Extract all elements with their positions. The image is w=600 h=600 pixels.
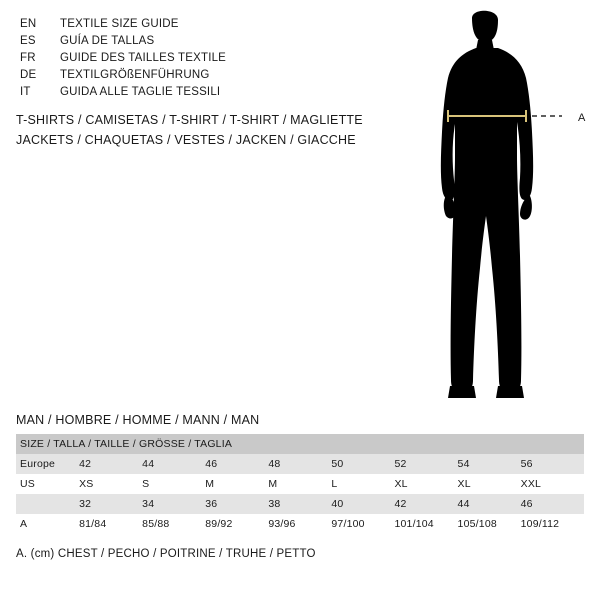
cell: XL [458, 474, 521, 494]
cell: 42 [79, 454, 142, 474]
row-label: Europe [16, 454, 79, 474]
callout-label-a: A [578, 112, 586, 124]
cell: 85/88 [142, 514, 205, 534]
cell: 46 [205, 454, 268, 474]
row-label: US [16, 474, 79, 494]
cell: 89/92 [205, 514, 268, 534]
cell: S [142, 474, 205, 494]
cell: 44 [142, 454, 205, 474]
cell: 44 [458, 494, 521, 514]
cell: 105/108 [458, 514, 521, 534]
language-row [20, 67, 420, 84]
footnote-chest-measurement: A. (cm) CHEST / PECHO / POITRINE / TRUHE / PETTO [16, 548, 316, 560]
language-row [20, 33, 420, 50]
category-line-tshirts: T-SHIRTS / CAMISETAS / T-SHIRT / T-SHIRT / MAGLIETTE [16, 113, 363, 127]
language-code: IT [20, 86, 31, 98]
cell: 40 [331, 494, 394, 514]
cell: M [268, 474, 331, 494]
table-row [16, 514, 584, 534]
cell: 101/104 [394, 514, 457, 534]
table-header-label: SIZE / TALLA / TAILLE / GRÖSSE / TAGLIA [16, 434, 584, 454]
silhouette-svg [410, 6, 600, 406]
cell: 36 [205, 494, 268, 514]
language-code: DE [20, 69, 37, 81]
language-text: GUÍA DE TALLAS [60, 35, 155, 47]
category-line-jackets: JACKETS / CHAQUETAS / VESTES / JACKEN / GIACCHE [16, 133, 356, 147]
cell: 48 [268, 454, 331, 474]
cell: 109/112 [521, 514, 584, 534]
cell: 46 [521, 494, 584, 514]
cell: L [331, 474, 394, 494]
language-row [20, 84, 420, 101]
table-header-row [16, 434, 584, 454]
language-text: GUIDE DES TAILLES TEXTILE [60, 52, 227, 64]
row-label [16, 494, 79, 514]
cell: 34 [142, 494, 205, 514]
language-text: TEXTILGRÖßENFÜHRUNG [60, 69, 210, 81]
cell: XXL [521, 474, 584, 494]
cell: 93/96 [268, 514, 331, 534]
cell: 32 [79, 494, 142, 514]
size-table [16, 434, 584, 534]
cell: 38 [268, 494, 331, 514]
cell: XS [79, 474, 142, 494]
cell: XL [394, 474, 457, 494]
cell: M [205, 474, 268, 494]
male-silhouette-figure [410, 6, 600, 406]
table-row [16, 454, 584, 474]
size-table-section [16, 413, 584, 534]
row-label: A [16, 514, 79, 534]
table-row [16, 474, 584, 494]
cell: 81/84 [79, 514, 142, 534]
cell: 50 [331, 454, 394, 474]
language-code: EN [20, 18, 37, 30]
cell: 52 [394, 454, 457, 474]
language-code: ES [20, 35, 36, 47]
table-row [16, 494, 584, 514]
cell: 42 [394, 494, 457, 514]
language-row [20, 16, 420, 33]
language-code: FR [20, 52, 36, 64]
language-row [20, 50, 420, 67]
language-text: TEXTILE SIZE GUIDE [60, 18, 179, 30]
category-list [16, 110, 436, 150]
cell: 56 [521, 454, 584, 474]
cell: 54 [458, 454, 521, 474]
language-text: GUIDA ALLE TAGLIE TESSILI [60, 86, 221, 98]
table-section-heading: MAN / HOMBRE / HOMME / MANN / MAN [16, 413, 260, 427]
cell: 97/100 [331, 514, 394, 534]
language-list [20, 16, 420, 101]
